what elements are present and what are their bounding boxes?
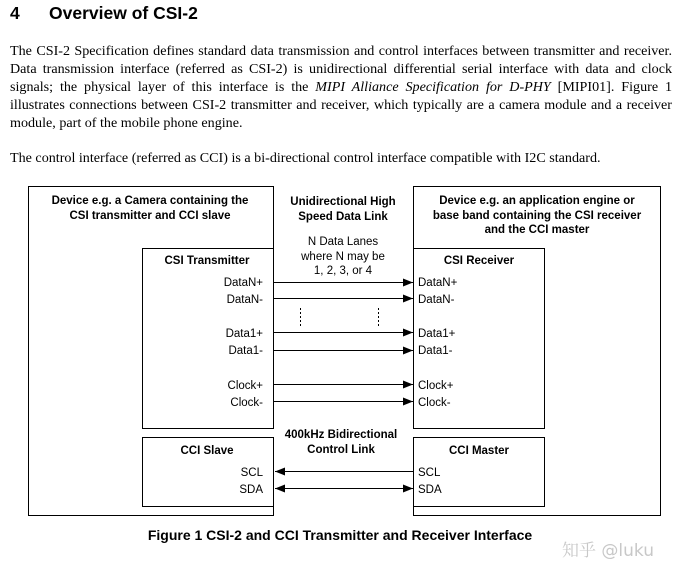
svg-text:DataN+: DataN+ xyxy=(418,277,458,289)
paragraph-text: [MIPI01]. Figure 1 illustrates connections between CSI-2 transmitter and receiver, which typically are a camera module and a receiver module, part of the mobile phone engine. xyxy=(10,79,672,131)
spec-reference: MIPI Alliance Specification for D-PHY xyxy=(315,79,551,95)
svg-text:Clock+: Clock+ xyxy=(227,380,263,392)
svg-text:SDA: SDA xyxy=(239,484,263,496)
svg-text:SCL: SCL xyxy=(418,467,441,479)
svg-text:Clock-: Clock- xyxy=(418,397,451,409)
cci-master-label: CCI Master xyxy=(448,445,510,457)
svg-text:where N may be: where N may be xyxy=(301,251,385,263)
control-link-label xyxy=(285,429,397,456)
svg-text:Clock-: Clock- xyxy=(230,397,263,409)
figure-caption: Figure 1 CSI-2 and CCI Transmitter and Receiver Interface xyxy=(147,527,533,543)
svg-text:DataN+: DataN+ xyxy=(223,277,263,289)
svg-text:Data1+: Data1+ xyxy=(225,328,263,340)
section-number: 4 xyxy=(10,3,20,23)
svg-text:Data1-: Data1- xyxy=(418,345,453,357)
svg-text:1, 2, 3, or 4: 1, 2, 3, or 4 xyxy=(313,265,373,277)
svg-text:Device e.g. a Camera containin: Device e.g. a Camera containing the xyxy=(51,195,249,207)
svg-text:Unidirectional High: Unidirectional High xyxy=(290,196,396,208)
left-device-label xyxy=(52,195,249,222)
svg-text:Clock+: Clock+ xyxy=(418,380,454,392)
svg-text:Data1+: Data1+ xyxy=(418,328,456,340)
svg-text:and the CCI master: and the CCI master xyxy=(484,224,590,236)
svg-text:400kHz Bidirectional: 400kHz Bidirectional xyxy=(284,429,398,441)
cci-slave-label: CCI Slave xyxy=(180,445,234,457)
svg-text:DataN-: DataN- xyxy=(418,294,455,306)
svg-text:base band containing the CSI r: base band containing the CSI receiver xyxy=(432,210,642,222)
svg-text:Data1-: Data1- xyxy=(228,345,263,357)
svg-text:SDA: SDA xyxy=(418,484,442,496)
svg-text:CSI transmitter and CCI slave: CSI transmitter and CCI slave xyxy=(69,210,231,222)
svg-text:Control Link: Control Link xyxy=(307,444,375,456)
paragraph-text: The CSI-2 Specification defines standard data transmission and control interfaces between transmitter and receiver. Data transmission interface (referred as CSI-2) is unidirectional differential serial interface with data and clock signals; the physical layer of this interface is the xyxy=(10,43,672,95)
watermark: 知乎 @luku xyxy=(562,541,654,561)
svg-text:Speed Data Link: Speed Data Link xyxy=(298,211,388,223)
hs-link-label xyxy=(290,196,395,223)
svg-text:Device e.g. an application eng: Device e.g. an application engine or xyxy=(439,195,635,207)
svg-text:N Data Lanes: N Data Lanes xyxy=(307,236,379,248)
lanes-note xyxy=(300,236,385,277)
csi-transmitter-label: CSI Transmitter xyxy=(164,255,250,267)
section-title: Overview of CSI-2 xyxy=(49,3,198,23)
right-device-label xyxy=(433,195,642,236)
paragraph-cci-intro: The control interface (referred as CCI) is a bi-directional control interface compatible with I2C standard. xyxy=(10,150,601,166)
svg-text:DataN-: DataN- xyxy=(226,294,263,306)
csi-receiver-label: CSI Receiver xyxy=(443,255,515,267)
svg-text:SCL: SCL xyxy=(240,467,263,479)
